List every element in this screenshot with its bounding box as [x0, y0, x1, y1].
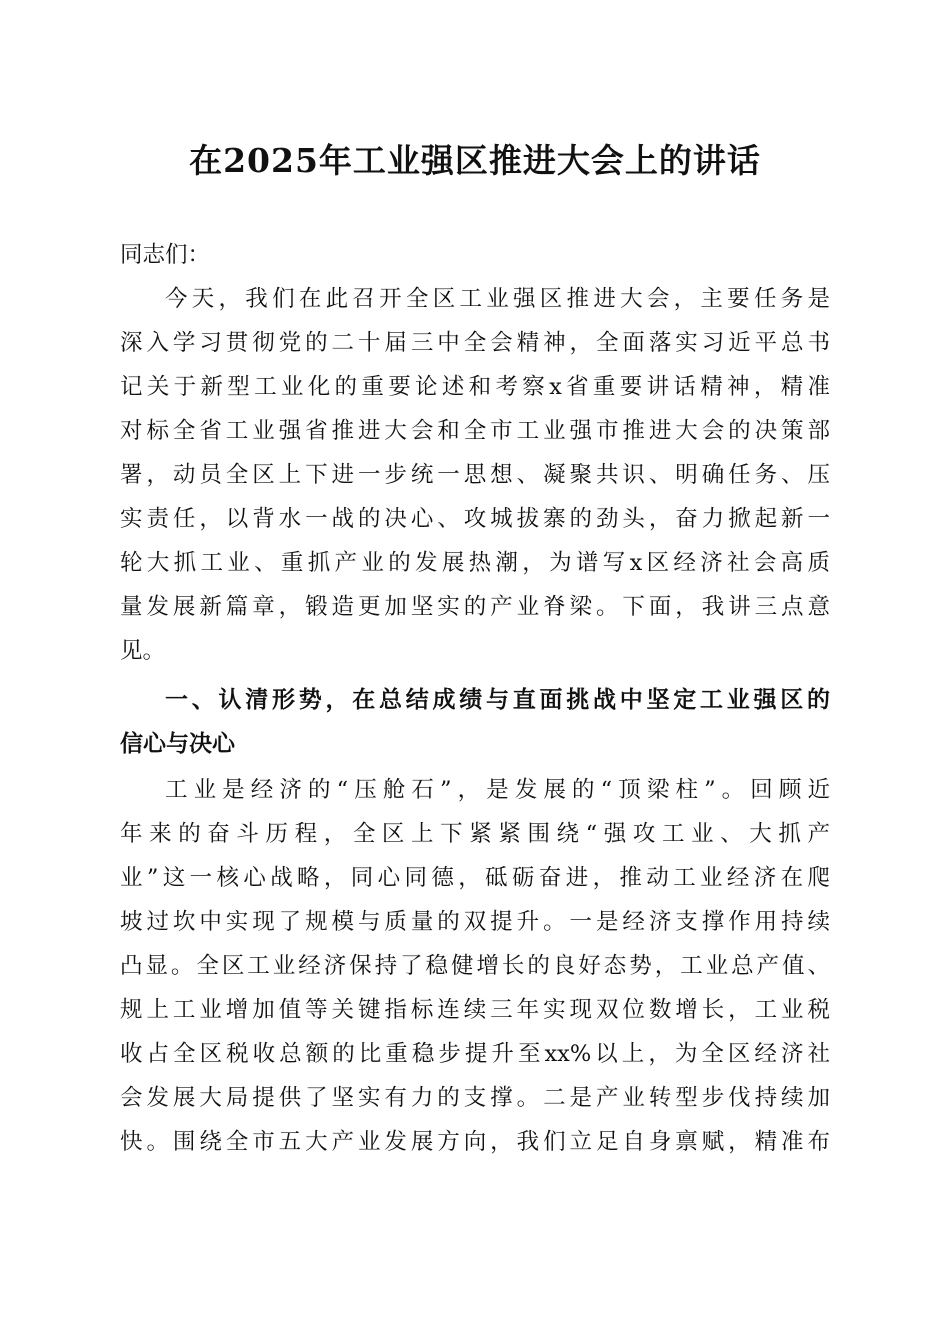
section-heading: 一、认清形势，在总结成绩与直面挑战中坚定工业强区的: [165, 687, 830, 713]
paragraph-line: 见。: [120, 638, 166, 664]
paragraph-line: 会发展大局提供了坚实有力的支撑。二是产业转型步伐持续加: [120, 1085, 830, 1111]
paragraph-line: 业”这一核心战略，同心同德，砥砺奋进，推动工业经济在爬: [120, 865, 830, 891]
paragraph-line: 深入学习贯彻党的二十届三中全会精神，全面落实习近平总书: [120, 330, 830, 356]
paragraph-line: 今天，我们在此召开全区工业强区推进大会，主要任务是: [165, 286, 830, 312]
paragraph-line: 快。围绕全市五大产业发展方向，我们立足自身禀赋，精准布: [120, 1129, 830, 1155]
salutation: 同志们：: [120, 242, 211, 268]
paragraph-line: 坡过坎中实现了规模与质量的双提升。一是经济支撑作用持续: [120, 909, 830, 935]
paragraph-line: 署，动员全区上下进一步统一思想、凝聚共识、明确任务、压: [120, 462, 830, 488]
paragraph-line: 轮大抓工业、重抓产业的发展热潮，为谱写x区经济社会高质: [120, 550, 830, 576]
paragraph-line: 量发展新篇章，锻造更加坚实的产业脊梁。下面，我讲三点意: [120, 594, 830, 620]
paragraph-line: 对标全省工业强省推进大会和全市工业强市推进大会的决策部: [120, 418, 830, 444]
paragraph-line: 凸显。全区工业经济保持了稳健增长的良好态势，工业总产值、: [120, 953, 830, 979]
paragraph-line: 实责任，以背水一战的决心、攻城拔寨的劲头，奋力掀起新一: [120, 506, 830, 532]
paragraph-line: 记关于新型工业化的重要论述和考察x省重要讲话精神，精准: [120, 374, 830, 400]
paragraph-line: 工业是经济的“压舱石”，是发展的“顶梁柱”。回顾近: [165, 777, 830, 803]
section-heading: 信心与决心: [120, 731, 235, 757]
paragraph-line: 年来的奋斗历程，全区上下紧紧围绕“强攻工业、大抓产: [120, 821, 830, 847]
paragraph-line: 规上工业增加值等关键指标连续三年实现双位数增长，工业税: [120, 997, 830, 1023]
paragraph-line: 收占全区税收总额的比重稳步提升至xx%以上，为全区经济社: [120, 1041, 830, 1067]
document-title: 在2025年工业强区推进大会上的讲话: [189, 141, 761, 180]
